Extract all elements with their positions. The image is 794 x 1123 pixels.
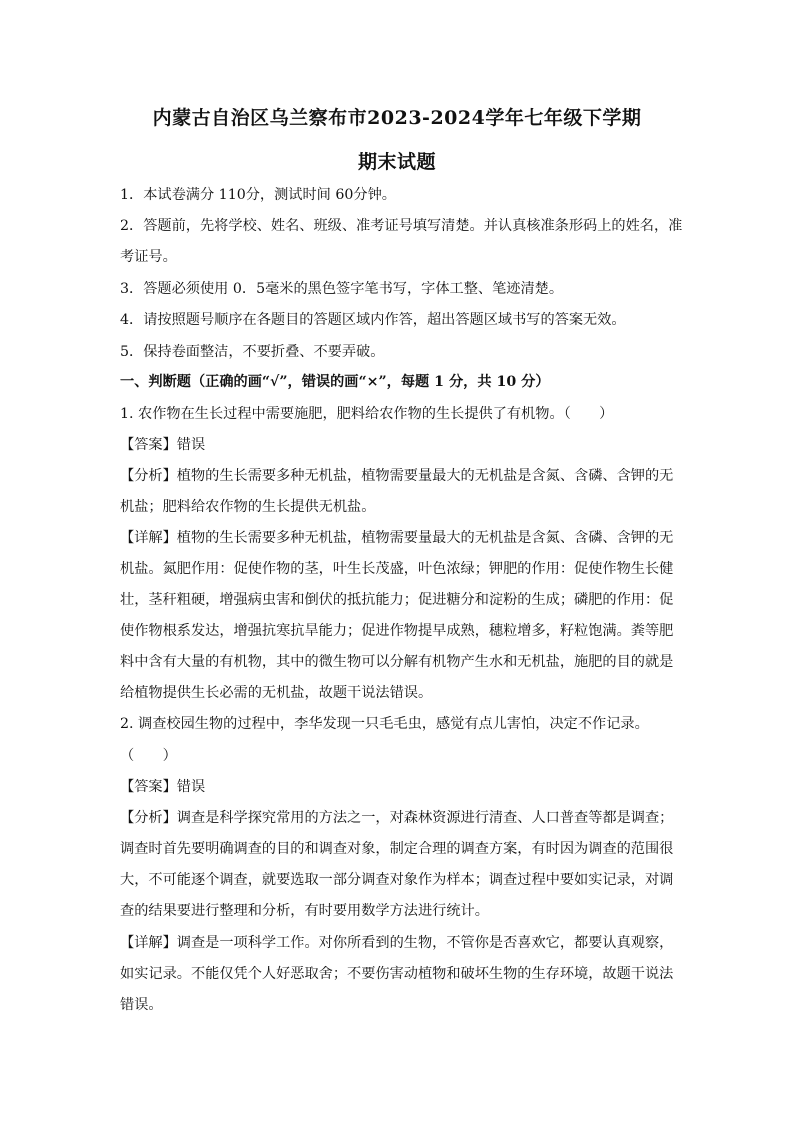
detail-1-line-3: 壮，茎秆粗硬，增强病虫害和倒伏的抵抗能力；促进糖分和淀粉的生成；磷肥的作用：促 [120,592,674,608]
instruction-2-cont: 考证号。 [120,249,177,265]
analysis-2-line-1: 【分析】调查是科学探究常用的方法之一，对森林资源进行清查、人口普查等都是调查； [120,810,674,826]
analysis-1-line-2: 机盐；肥料给农作物的生长提供无机盐。 [120,499,376,515]
detail-1-line-4: 使作物根系发达，增强抗寒抗旱能力；促进作物提早成熟，穗粒增多，籽粒饱满。粪等肥 [120,623,674,639]
answer-1: 【答案】错误 [120,437,206,453]
question-2-line-2: （ ） [120,748,177,764]
detail-1-line-2: 机盐。氮肥作用：促使作物的茎，叶生长茂盛，叶色浓绿；钾肥的作用：促使作物生长健 [120,561,674,577]
section-heading: 一、判断题（正确的画“√”，错误的画“×”，每题 1 分，共 10 分） [120,374,550,390]
detail-2-line-2: 如实记录。不能仅凭个人好恶取舍；不要伤害动植物和破坏生物的生存环境，故题干说法 [120,966,674,982]
analysis-2-line-2: 调查时首先要明确调查的目的和调查对象，制定合理的调查方案，有时因为调查的范围很 [120,841,674,857]
analysis-1-line-1: 【分析】植物的生长需要多种无机盐，植物需要量最大的无机盐是含氮、含磷、含钾的无 [120,468,674,484]
document-title: 内蒙古自治区乌兰察布市2023-2024学年七年级下学期 [152,107,642,129]
instruction-1: 1．本试卷满分 110分，测试时间 60分钟。 [120,187,396,203]
answer-2: 【答案】错误 [120,779,206,795]
detail-2-line-3: 错误。 [120,997,163,1013]
document-subtitle: 期末试题 [357,151,436,173]
instruction-5: 5．保持卷面整洁，不要折叠、不要弄破。 [120,344,385,360]
analysis-2-line-4: 查的结果要进行整理和分析，有时要用数学方法进行统计。 [120,903,489,919]
question-2-line-1: 2. 调查校园生物的过程中，李华发现一只毛毛虫，感觉有点儿害怕，决定不作记录。 [120,716,649,732]
detail-1-line-1: 【详解】植物的生长需要多种无机盐，植物需要量最大的无机盐是含氮、含磷、含钾的无 [120,530,674,546]
instruction-3: 3．答题必须使用 0．5毫米的黑色签字笔书写，字体工整、笔迹清楚。 [120,281,564,297]
analysis-2-line-3: 大，不可能逐个调查，就要选取一部分调查对象作为样本；调查过程中要如实记录，对调 [120,872,674,888]
detail-1-line-5: 料中含有大量的有机物，其中的微生物可以分解有机物产生水和无机盐，施肥的目的就是 [120,654,674,670]
detail-1-line-6: 给植物提供生长必需的无机盐，故题干说法错误。 [120,685,433,701]
question-1: 1. 农作物在生长过程中需要施肥，肥料给农作物的生长提供了有机物。（ ） [120,406,614,422]
instruction-2: 2．答题前，先将学校、姓名、班级、准考证号填写清楚。并认真核准条形码上的姓名，准 [120,218,683,234]
detail-2-line-1: 【详解】调查是一项科学工作。对你所看到的生物，不管你是否喜欢它，都要认真观察， [120,935,674,951]
instruction-4: 4．请按照题号顺序在各题目的答题区域内作答，超出答题区域书写的答案无效。 [120,312,626,328]
